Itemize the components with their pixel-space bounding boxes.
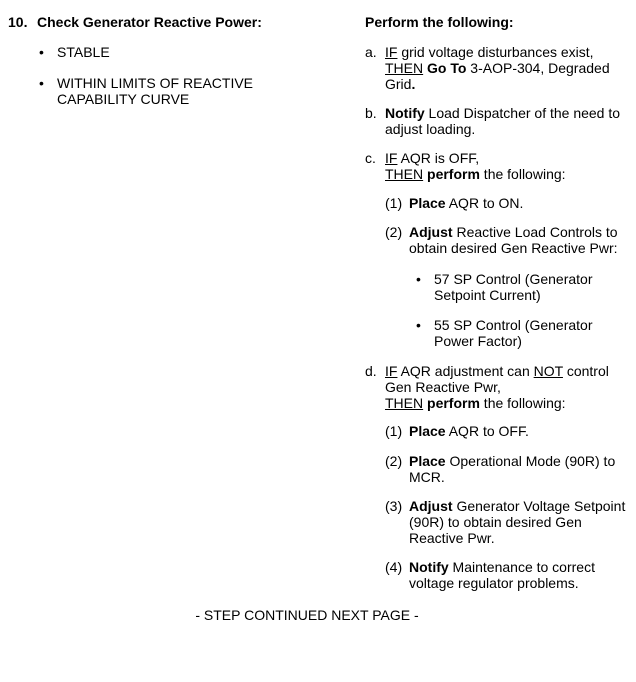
- action-d3-rest3: Reactive Pwr.: [409, 530, 495, 546]
- action-d2-rest2: MCR.: [409, 469, 445, 485]
- step-continued-footer: - STEP CONTINUED NEXT PAGE -: [195, 607, 419, 623]
- control-55sp-l2: Power Factor): [434, 333, 522, 349]
- action-c1-verb: Place: [409, 195, 446, 211]
- action-d4-verb: Notify: [409, 559, 449, 575]
- action-c-letter: c.: [365, 150, 376, 166]
- action-c2-verb: Adjust: [409, 224, 453, 240]
- criteria-limits-text: WITHIN LIMITS OF REACTIVE CAPABILITY CURVE: [57, 75, 254, 107]
- action-a: [385, 44, 635, 92]
- action-d4: [409, 559, 635, 591]
- control-55sp-l1: • 55 SP Control (Generator: [434, 317, 593, 333]
- action-d4-rest: Maintenance to correct: [448, 559, 595, 575]
- action-c2-rest: Reactive Load Controls to: [452, 224, 618, 240]
- step-number: 10.: [8, 14, 28, 30]
- action-d: [385, 363, 635, 411]
- control-57sp-l2: Setpoint Current): [434, 287, 541, 303]
- criteria-limits: [57, 75, 287, 107]
- action-d3: [409, 498, 635, 546]
- action-c2: [409, 224, 635, 256]
- action-b-rest2: adjust loading.: [385, 121, 476, 137]
- action-d-if: IF: [385, 363, 398, 379]
- action-d-cond-b: control: [562, 363, 609, 379]
- action-b-rest: Load Dispatcher of the need to: [424, 105, 621, 121]
- action-d4-num: (4): [385, 559, 403, 575]
- action-c1-rest: AQR to ON.: [445, 195, 524, 211]
- action-a-cond: grid voltage disturbances exist,: [397, 44, 594, 60]
- action-c2-num: (2): [385, 224, 403, 240]
- action-d1-rest: AQR to OFF.: [445, 423, 529, 439]
- action-d-verb: perform: [427, 395, 480, 411]
- criteria-stable-text: STABLE: [57, 44, 110, 60]
- action-d-cond-a: AQR adjustment can: [397, 363, 534, 379]
- action-c1-num: (1): [385, 195, 403, 211]
- action-c-if: IF: [385, 150, 398, 166]
- action-b-letter: b.: [365, 105, 377, 121]
- action-d3-num: (3): [385, 498, 403, 514]
- action-a-rest: 3-AOP-304, Degraded: [466, 60, 610, 76]
- action-d2: [409, 453, 635, 485]
- action-c-then: THEN: [385, 166, 424, 182]
- action-a-period: .: [411, 76, 416, 92]
- action-d2-verb: Place: [409, 453, 446, 469]
- action-c: [385, 150, 635, 182]
- action-a-letter: a.: [365, 44, 377, 60]
- action-b-verb: Notify: [385, 105, 425, 121]
- action-c-rest: the following:: [479, 166, 566, 182]
- action-d-letter: d.: [365, 363, 377, 379]
- action-d2-rest: Operational Mode (90R) to: [445, 453, 616, 469]
- criteria-stable: [57, 44, 110, 60]
- action-a-rest2: Grid: [385, 76, 412, 92]
- step-title: Check Generator Reactive Power:: [37, 14, 262, 30]
- action-d4-rest2: voltage regulator problems.: [409, 575, 579, 591]
- control-55sp: [434, 317, 593, 349]
- actions-heading: Perform the following:: [365, 14, 514, 30]
- action-c2-rest2: obtain desired Gen Reactive Pwr:: [409, 240, 618, 256]
- action-d1-num: (1): [385, 423, 403, 439]
- action-d-cond2: Gen Reactive Pwr,: [385, 379, 501, 395]
- action-d1-verb: Place: [409, 423, 446, 439]
- action-a-if: IF: [385, 44, 398, 60]
- control-57sp-l1: • 57 SP Control (Generator: [434, 271, 593, 287]
- action-d2-num: (2): [385, 453, 403, 469]
- action-d3-rest: Generator Voltage Setpoint: [452, 498, 626, 514]
- action-b: [385, 105, 635, 137]
- action-d-rest: the following:: [479, 395, 566, 411]
- action-d1: [409, 423, 529, 439]
- action-d3-verb: Adjust: [409, 498, 453, 514]
- action-c-cond: AQR is OFF,: [397, 150, 480, 166]
- action-c1: [409, 195, 523, 211]
- action-a-verb: Go To: [427, 60, 467, 76]
- action-c-verb: perform: [427, 166, 480, 182]
- action-d-then: THEN: [385, 395, 424, 411]
- control-57sp: [434, 271, 593, 303]
- action-d3-rest2: (90R) to obtain desired Gen: [409, 514, 582, 530]
- action-a-then: THEN: [385, 60, 424, 76]
- action-d-not: NOT: [533, 363, 563, 379]
